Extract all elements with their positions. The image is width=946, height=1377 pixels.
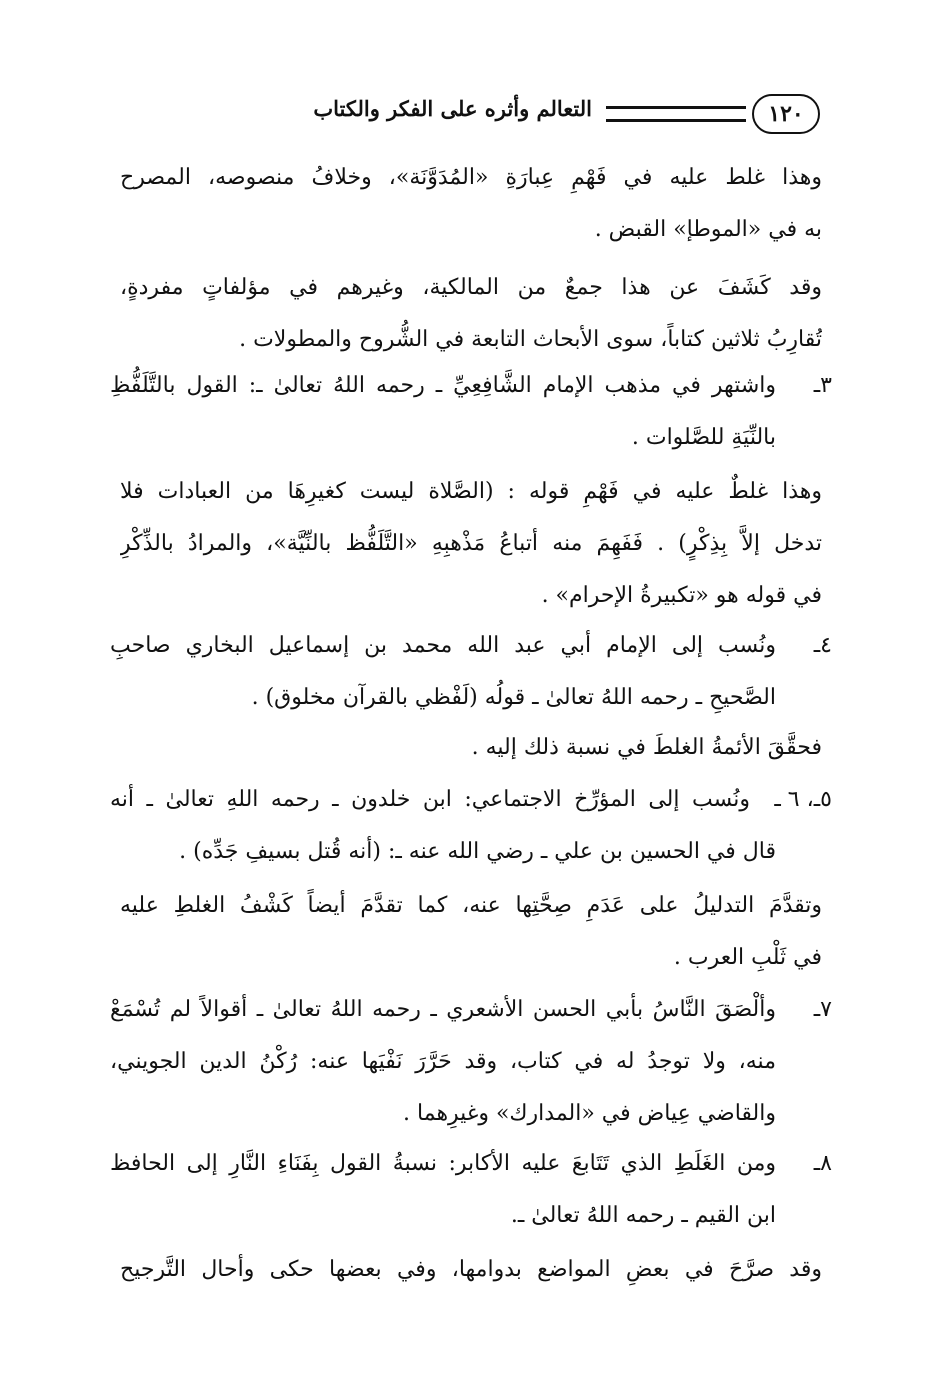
text-line: تدخل إلاَّ بِذِكْرٍ) . فَفَهِمَ منه أتباعُ مَذْهبِهِ «التَّلَفُّظ بالنِّيَّة»، والمرادُ بالذِّكْرِ: [120, 531, 822, 556]
text-line: به في «الموطإ» القبض .: [594, 217, 822, 242]
text-line: تُقارِبُ ثلاثين كتاباً، سوى الأبحاث التابعة في الشُّروح والمطولات .: [239, 327, 822, 352]
text-line: منه، ولا توجدُ له في كتاب، وقد حَرَّرَ نَفْيَها عنه: رُكْنُ الدين الجويني،: [110, 1049, 776, 1074]
header-rule: [606, 106, 746, 122]
text-line: ونُسب إلى الإمام أبي عبد الله محمد بن إسماعيل البخاري صاحبِ: [110, 633, 776, 658]
item-text: [110, 774, 776, 878]
text-line: الصَّحيحِ ـ رحمه اللهُ تعالىٰ ـ قولُه (لَفْظي بالقرآن مخلوق) .: [251, 685, 776, 710]
item-text: [110, 620, 776, 724]
text-line: فحقَّقَ الأئمةُ الغلطَ في نسبة ذلك إليه .: [471, 735, 822, 760]
text-line: وألْصَقَ النَّاسُ بأبي الحسن الأشعري ـ رحمه اللهُ تعالىٰ ـ أقوالاً لم تُسْمَعْ: [110, 997, 776, 1022]
text-line: ومن الغَلَطِ الذي تَتَابعَ عليه الأكابر: نسبةُ القول بِفَنَاءِ النَّارِ إلى الحافظ: [110, 1151, 776, 1176]
text-line: والقاضي عِياض في «المدارك» وغيرِهما .: [403, 1101, 776, 1126]
paragraph: [120, 466, 822, 622]
text-line: بالنِّيَةِ للصَّلوات .: [631, 425, 776, 450]
paragraph: [120, 880, 822, 984]
paragraph: [120, 1244, 822, 1296]
item-text: [110, 984, 776, 1140]
text-line: ابن القيم ـ رحمه اللهُ تعالىٰ ـ.: [510, 1203, 776, 1228]
text-line: وقد صرَّحَ في بعضِ المواضع بدوامها، وفي بعضها حكى وأحال التَّرجيح: [120, 1257, 822, 1282]
item-text: [110, 360, 776, 464]
item-number: ٤ـ: [813, 633, 832, 658]
text-line: وقد كَشَفَ عن هذا جمعٌ من المالكية، وغيرهم في مؤلفاتٍ مفردةٍ،: [120, 275, 822, 300]
item-number: ٥ـ، ٦ ـ: [774, 787, 832, 812]
running-title: التعالم وأثره على الفكر والكتاب: [313, 96, 592, 121]
text-line: في قوله هو «تكبيرةُ الإحرام» .: [541, 583, 822, 608]
item-text: [110, 1138, 776, 1242]
text-line: قال في الحسين بن علي ـ رضي الله عنه ـ: (أنه قُتل بسيفِ جَدِّه) .: [179, 839, 776, 864]
page-number: ١٢٠: [752, 94, 820, 134]
paragraph: [120, 262, 822, 366]
item-number: ٧ـ: [813, 997, 832, 1022]
text-line: في ثَلْبِ العرب .: [673, 945, 822, 970]
text-line: واشتهر في مذهب الإمام الشَّافِعِيِّ ـ رحمه اللهُ تعالىٰ ـ: القول بالتَّلَفُّظِ: [110, 373, 776, 398]
page-header: [110, 94, 820, 144]
text-line: وتقدَّمَ التدليلُ على عَدَمِ صِحَّتِها عنه، كما تقدَّمَ أيضاً كَشْفُ الغلطِ عليه: [120, 893, 822, 918]
item-number: ٨ـ: [813, 1151, 832, 1176]
text-line: ونُسب إلى المؤرِّخ الاجتماعي: ابن خلدون ـ رحمه اللهِ تعالىٰ ـ أنه: [110, 787, 750, 812]
text-line: وهذا غلطٌ عليه في فَهْمِ قوله : (الصَّلاة ليست كغيرِهَا من العبادات فلا: [120, 479, 822, 504]
paragraph: [120, 152, 822, 256]
item-number: ٣ـ: [813, 373, 832, 398]
text-line: وهذا غلط عليه في فَهْمِ عِبارَةِ «المُدَوَّنَة»، وخلافُ منصوصه، المصرح: [120, 165, 822, 190]
paragraph: [120, 722, 822, 774]
